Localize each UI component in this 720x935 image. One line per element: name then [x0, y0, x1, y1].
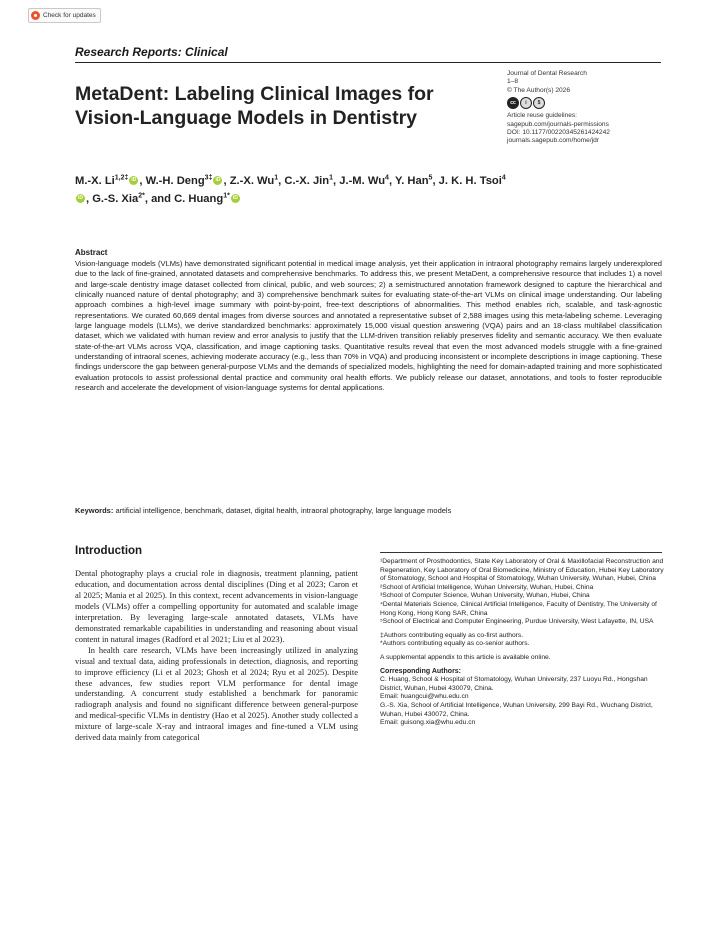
author-text: W.-H. Deng: [145, 175, 205, 187]
author-name: [92, 193, 145, 205]
affiliation: ⁴Dental Materials Science, Clinical Artificial Intelligence, Faculty of Dentistry, The University of Hong Kong, Hong Kong SAR, China: [380, 600, 657, 617]
journal-name: Journal of Dental Research: [507, 70, 587, 77]
introduction-heading: Introduction: [75, 545, 143, 557]
author-name: [339, 175, 389, 187]
corresponding-heading: Corresponding Authors:: [380, 667, 462, 675]
author-text: J. K. H. Tsoi: [438, 175, 502, 187]
reuse-label: Article reuse guidelines:: [507, 112, 578, 120]
affiliations-rule: [380, 552, 662, 553]
header-rule: [75, 62, 661, 63]
section-label: Research Reports: Clinical: [75, 45, 228, 59]
author-affiliation-sup: 5: [428, 174, 433, 182]
cc-license-icon[interactable]: [507, 97, 667, 109]
author-affiliation-sup: 1: [329, 174, 334, 182]
affiliation: ³School of Computer Science, Wuhan University, Wuhan, Hubei, China: [380, 592, 590, 600]
abstract-text: Vision-language models (VLMs) have demonstrated significant potential in medical image analysis, yet their application in intraoral photography remains largely underexplored due to the lack of fine-grained, annotated datasets and comprehensive benchmarks. To address this, we present MetaDent, a comprehensive resource that includes 1) a novel and large-scale dentistry image dataset collected from clinical, public, and web sources; 2) a semistructured annotation framework designed to capture the hierarchical and clinically nuanced nature of dental photography; and 3) comprehensive benchmark suites for evaluating state-of-the-art VLMs on clinical image understanding. Our labeling approach combines a high-level image summary with point-by-point, free-text descriptions of abnormalities. This method enables rich, scalable, and task-agnostic representations. We curated 60,669 dental images from diverse sources and annotated a representative subset of 2,588 images using this meta-labeling scheme. Leveraging large language models (LLMs), we derive standardized benchmarks: approximately 15,000 visual question answering (VQA) pairs and an 18-class multilabel classification dataset, which we validated with human review and error analysis to justify that the LLM-driven transition reliably preserves fidelity and semantic accuracy. We then evaluate state-of-the-art VLMs across VQA, classification, and image captioning tasks. Quantitative results reveal that even the most advanced models struggle with a fine-grained understanding of intraoral scenes, achieving moderate accuracy (e.g., less than 70% in VQA) and producing inconsistent or incomplete descriptions in image captioning. These findings underscore the gap between general-purpose VLMs and the demands of specialized models, highlighting the need for domain-adapted training and more sophisticated evaluation protocols to assist professional dental practice and community oral health efforts. We publicly release our dataset, annotations, and tools to foster reproducible research and accelerate the development of vision-language systems for dental applications.: [75, 259, 662, 393]
cc-icon: cc: [507, 97, 519, 109]
abstract-heading: Abstract: [75, 248, 108, 257]
corresponding-entry: C. Huang, School & Hospital of Stomatology, Wuhan University, 237 Luoyu Rd., Hongshan District, Wuhan, Hubei 430079, China.: [380, 676, 648, 692]
intro-paragraph: In health care research, VLMs have been increasingly utilized in analyzing visual and textual data, aiding professionals in detection, diagnosis, and reporting to improve efficiency (Li et al 2023; Ghosh et al 2024; Ryu et al 2025). Despite these advances, few studies report VLM performance for dental image understanding. A concurrent study established a benchmark for panoramic radiograph analysis and found no significant difference between general-purpose and medical-specific VLMs in dentistry (Hao et al 2025). Another study collected a mixture of large-scale X-ray and intraoral images and fine-tuned a VLM using derived data mainly from categorical: [75, 644, 358, 743]
author-affiliation-sup: 4: [501, 174, 506, 182]
author-name: [174, 193, 241, 205]
orcid-icon[interactable]: [129, 176, 138, 185]
author-note: ‡Authors contributing equally as co-first authors.: [380, 631, 524, 639]
author-text: J.-M. Wu: [339, 175, 386, 187]
author-affiliation-sup: 4: [385, 174, 389, 182]
journal-copyright: © The Author(s) 2026: [507, 86, 571, 94]
orcid-icon[interactable]: [231, 194, 240, 203]
keywords: [75, 506, 662, 515]
journal-pages: 1–8: [507, 78, 519, 86]
author-list: M.-X. $Li^{1,2\ddagger}iD$ , W.-H. Deng$^{3\ddagger}$iD , Z.-X. Wu$^1$, C.-X. Jin$^1$, J.-M. Wu$^4$, Y. Han$^5$, J. K. H. Tsoi$^4$iD, G.-S. Xia$^{2*}$, and C. Huang$^{1*}$iD: [75, 172, 515, 208]
corresponding-entry: G.-S. Xia, School of Artificial Intelligence, Wuhan University, 299 Bayi Rd., Wuchang District, Wuhan, Hubei 430072, China.: [380, 701, 653, 718]
affiliation: ⁵School of Electrical and Computer Engineering, Purdue University, West Lafayette, IN, USA: [380, 618, 654, 626]
orcid-icon[interactable]: [76, 194, 85, 203]
crossmark-icon: [31, 11, 40, 20]
author-affiliation-sup: 3‡: [204, 174, 213, 182]
keywords-text: artificial intelligence, benchmark, dataset, digital health, intraoral photography, large language models: [115, 506, 452, 515]
cc-by-icon: i: [520, 97, 532, 109]
author-text: Z.-X. Wu: [229, 175, 275, 187]
check-for-updates-button[interactable]: [28, 8, 101, 23]
author-text: Y. Han: [394, 175, 429, 187]
affiliation: ¹Department of Prosthodontics, State Key Laboratory of Oral & Maxillofacial Reconstruction and Regeneration, Key Laboratory of Oral Biomedicine, Ministry of Education, Hubei Key Laboratory of Stomatology, School and Hospital of Stomatology, Wuhan University, Wuhan, Hubei, China: [380, 558, 664, 583]
author-text: C.-X. Jin: [284, 175, 330, 187]
author-name: [146, 175, 224, 187]
cc-nc-icon: $: [533, 97, 545, 109]
introduction-body: [75, 568, 358, 743]
author-affiliation-sup: 2*: [138, 192, 145, 200]
author-text: C. Huang: [174, 193, 224, 205]
author-text: M.-X. Li: [75, 175, 115, 187]
author-name: [75, 175, 139, 187]
author-name: [284, 175, 333, 187]
author-name: [230, 175, 278, 187]
supplement-note: A supplemental appendix to this article is available online.: [380, 653, 551, 661]
orcid-icon[interactable]: [213, 176, 222, 185]
keywords-label: Keywords:: [75, 506, 114, 515]
author-affiliation-sup: 1,2‡: [114, 174, 129, 182]
author-affiliation-sup: 1: [274, 174, 279, 182]
article-title: MetaDent: Labeling Clinical Images for Vision-Language Models in Dentistry: [75, 83, 434, 129]
journal-info: [507, 70, 667, 146]
author-affiliation-sup: 1*: [223, 192, 230, 200]
check-for-updates-label: Check for updates: [43, 12, 96, 19]
affiliation: ²School of Artificial Intelligence, Wuhan University, Wuhan, Hubei, China: [380, 583, 594, 591]
reuse-link[interactable]: sagepub.com/journals-permissions: [507, 120, 609, 128]
corresponding-email[interactable]: Email: guisong.xia@whu.edu.cn: [380, 719, 476, 727]
affiliations-block: [380, 558, 670, 728]
doi-link[interactable]: DOI: 10.1177/00220345261424242: [507, 129, 610, 137]
author-note: *Authors contributing equally as co-senior authors.: [380, 640, 530, 648]
intro-paragraph: Dental photography plays a crucial role in diagnosis, treatment planning, patient education, and documentation across dental disciplines (Ding et al 2023; Caron et al 2025; Mania et al 2025). In this context, recent advancements in vision-language models (VLMs) offer a compelling opportunity for automated and scalable image interpretation. By leveraging large-scale annotated datasets, VLMs have demonstrated remarkable capabilities in understanding and reasoning about visual content in natural images (Radford et al 2021; Liu et al 2023).: [75, 568, 358, 644]
author-text: G.-S. Xia: [92, 193, 139, 205]
author-name: [395, 175, 432, 187]
corresponding-email[interactable]: Email: huangcui@whu.edu.cn: [380, 693, 469, 701]
journal-site-link[interactable]: journals.sagepub.com/home/jdr: [507, 137, 599, 145]
